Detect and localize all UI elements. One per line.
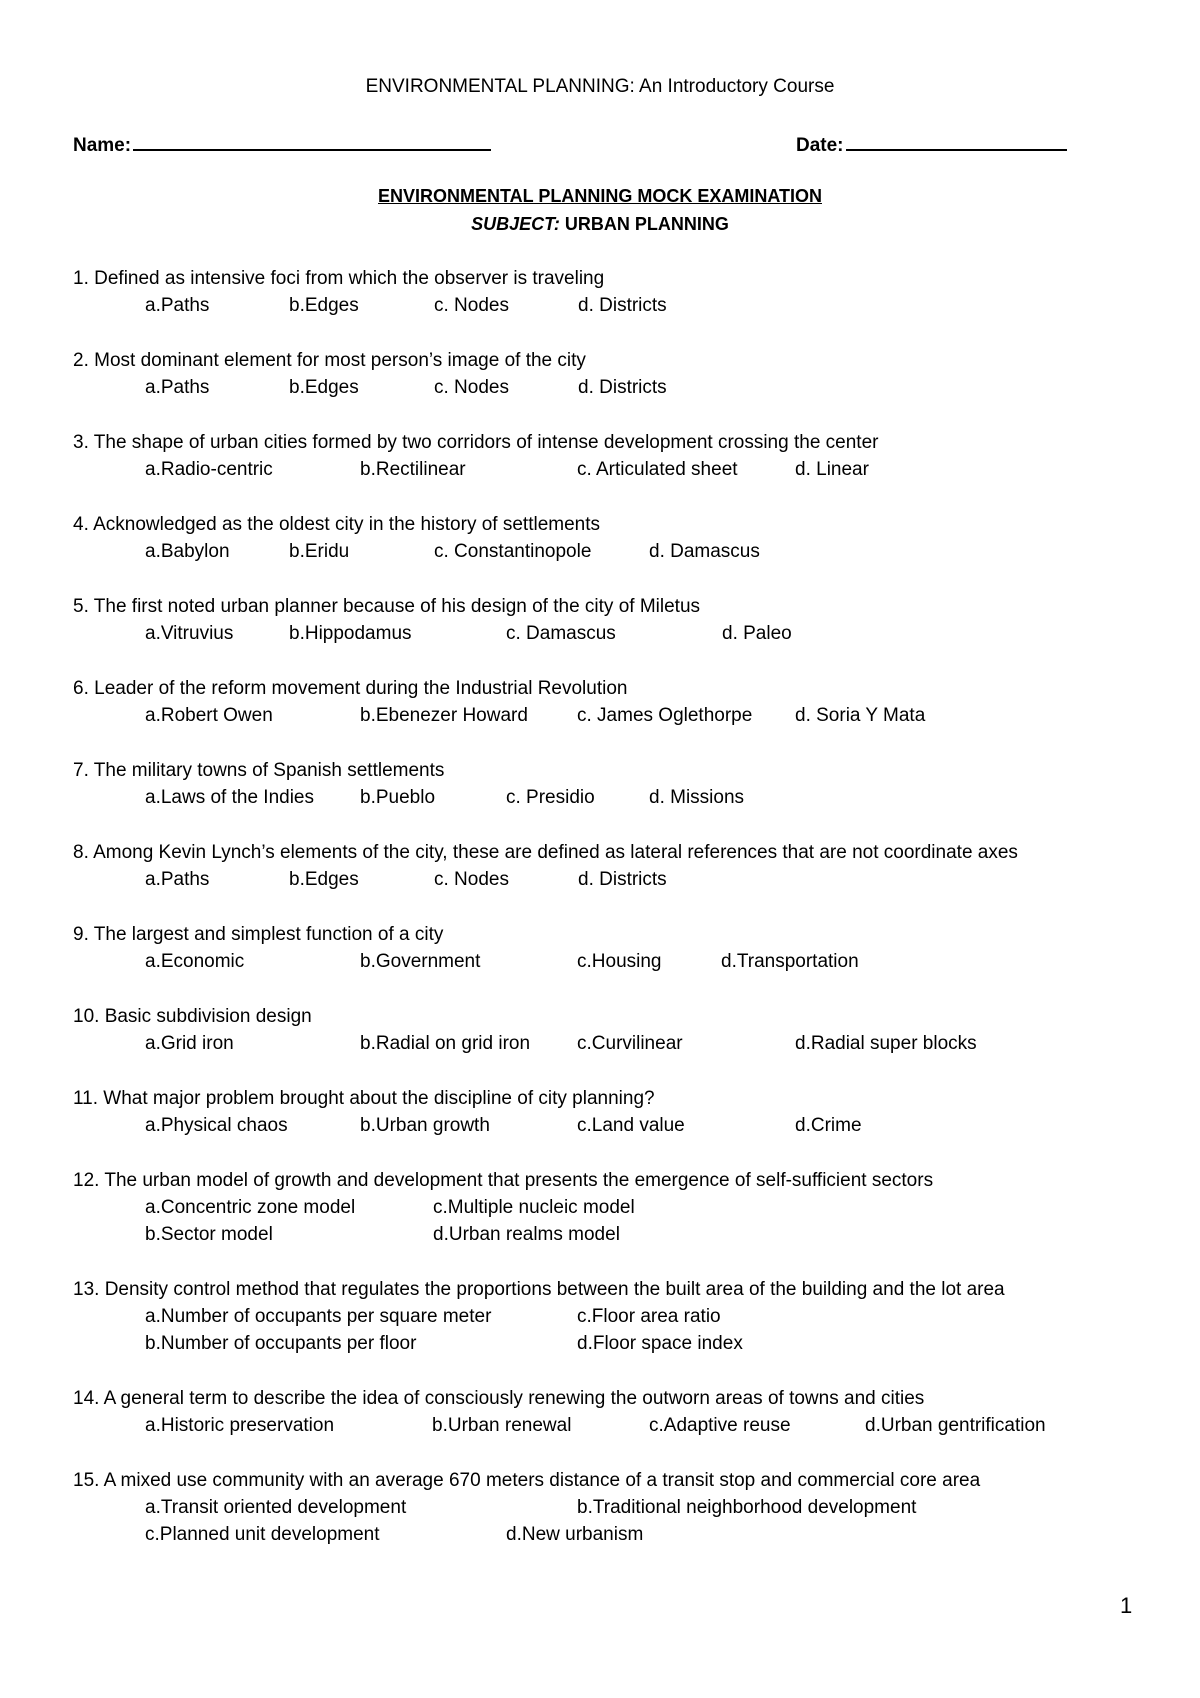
choice-c: c.Curvilinear [577, 1033, 683, 1054]
choice-c: c.Housing [577, 951, 662, 972]
choice-a: a.Historic preservation [145, 1415, 335, 1436]
name-blank-line[interactable] [133, 131, 491, 151]
choice-d: d.Floor space index [577, 1333, 743, 1354]
question-stem: 7. The military towns of Spanish settlements [73, 760, 445, 781]
choice-c: c.Multiple nucleic model [433, 1197, 635, 1218]
question-3 [73, 429, 1133, 483]
choice-d: d. Soria Y Mata [795, 705, 926, 726]
choices-row [73, 1412, 1133, 1439]
choice-a: a.Robert Owen [145, 705, 273, 726]
choice-c: c. Nodes [434, 869, 509, 890]
date-label: Date: [796, 135, 844, 156]
choice-b: b.Edges [289, 295, 359, 316]
choice-c: c.Floor area ratio [577, 1306, 721, 1327]
choice-c: c. Damascus [506, 623, 616, 644]
choice-c: c. Articulated sheet [577, 459, 738, 480]
choice-c: c. Constantinopole [434, 541, 592, 562]
page-number: 1 [1120, 1593, 1133, 1618]
question-1 [73, 265, 1133, 319]
question-stem: 9. The largest and simplest function of a city [73, 924, 444, 945]
choice-a: a.Number of occupants per square meter [145, 1306, 492, 1327]
question-12 [73, 1167, 1133, 1248]
choice-c: c.Adaptive reuse [649, 1415, 791, 1436]
question-stem: 1. Defined as intensive foci from which the observer is traveling [73, 268, 605, 289]
choice-b: b.Urban growth [360, 1115, 490, 1136]
choice-b: b.Ebenezer Howard [360, 705, 528, 726]
name-field[interactable] [73, 131, 491, 157]
choice-d: d. Districts [578, 377, 667, 398]
question-stem: 12. The urban model of growth and development that presents the emergence of self-sufficient sectors [73, 1170, 934, 1191]
choices-row [73, 784, 1133, 811]
name-label: Name: [73, 135, 132, 156]
choice-c: c.Land value [577, 1115, 685, 1136]
choice-b: b.Edges [289, 377, 359, 398]
question-14 [73, 1385, 1133, 1439]
choices-row [73, 374, 1133, 401]
choice-d: d.New urbanism [506, 1524, 644, 1545]
choice-a: a.Grid iron [145, 1033, 234, 1054]
choice-d: d. Districts [578, 869, 667, 890]
choice-d: d. Missions [649, 787, 745, 808]
exam-title: ENVIRONMENTAL PLANNING MOCK EXAMINATION [378, 186, 822, 206]
question-15 [73, 1467, 1133, 1548]
question-2 [73, 347, 1133, 401]
choice-d: d.Radial super blocks [795, 1033, 977, 1054]
question-stem: 10. Basic subdivision design [73, 1006, 312, 1027]
question-stem: 5. The first noted urban planner because of his design of the city of Miletus [73, 596, 701, 617]
choice-a: a.Paths [145, 869, 210, 890]
question-stem: 6. Leader of the reform movement during the Industrial Revolution [73, 678, 628, 699]
subject-line [0, 214, 1200, 235]
question-stem: 3. The shape of urban cities formed by two corridors of intense development crossing the center [73, 432, 879, 453]
choice-b: b.Rectilinear [360, 459, 466, 480]
choice-c: c. Presidio [506, 787, 595, 808]
question-10 [73, 1003, 1133, 1057]
choice-d: d.Urban realms model [433, 1224, 620, 1245]
choices-row [73, 1112, 1133, 1139]
choice-b: b.Hippodamus [289, 623, 412, 644]
course-title: ENVIRONMENTAL PLANNING: An Introductory Course [365, 76, 835, 97]
choices-row [73, 1221, 1133, 1248]
choices-row [73, 456, 1133, 483]
subject-value: URBAN PLANNING [559, 214, 729, 234]
choice-d: d. Paleo [722, 623, 792, 644]
choices-row [73, 866, 1133, 893]
choice-a: a.Paths [145, 295, 210, 316]
choice-b: b.Number of occupants per floor [145, 1333, 417, 1354]
question-stem: 13. Density control method that regulates the proportions between the built area of the building and the lot area [73, 1279, 1005, 1300]
choice-b: b.Sector model [145, 1224, 273, 1245]
choices-row [73, 1521, 1133, 1548]
question-5 [73, 593, 1133, 647]
choices-row [73, 292, 1133, 319]
choice-b: b.Pueblo [360, 787, 436, 808]
choices-row [73, 948, 1133, 975]
choice-d: d.Urban gentrification [865, 1415, 1046, 1436]
choices-row [73, 1030, 1133, 1057]
choice-a: a.Physical chaos [145, 1115, 288, 1136]
choice-d: d.Transportation [721, 951, 859, 972]
question-stem: 8. Among Kevin Lynch’s elements of the city, these are defined as lateral references that are not coordinate axes [73, 842, 1018, 863]
choice-a: a.Vitruvius [145, 623, 234, 644]
choices-row [73, 1494, 1133, 1521]
question-stem: 11. What major problem brought about the discipline of city planning? [73, 1088, 655, 1109]
choice-b: b.Urban renewal [432, 1415, 572, 1436]
choice-a: a.Paths [145, 377, 210, 398]
choice-d: d.Crime [795, 1115, 862, 1136]
choices-row [73, 702, 1133, 729]
choice-b: b.Edges [289, 869, 359, 890]
question-8 [73, 839, 1133, 893]
choice-b: b.Traditional neighborhood development [577, 1497, 917, 1518]
choice-a: a.Concentric zone model [145, 1197, 356, 1218]
choices-row [73, 1194, 1133, 1221]
choice-a: a.Laws of the Indies [145, 787, 314, 808]
choices-row [73, 1303, 1133, 1330]
choice-a: a.Radio-centric [145, 459, 273, 480]
choice-d: d. Linear [795, 459, 869, 480]
choice-d: d. Damascus [649, 541, 760, 562]
choice-a: a.Transit oriented development [145, 1497, 407, 1518]
choice-b: b.Radial on grid iron [360, 1033, 531, 1054]
choices-row [73, 1330, 1133, 1357]
choices-row [73, 538, 1133, 565]
choice-d: d. Districts [578, 295, 667, 316]
question-9 [73, 921, 1133, 975]
question-13 [73, 1276, 1133, 1357]
question-stem: 4. Acknowledged as the oldest city in the history of settlements [73, 514, 601, 535]
question-stem: 14. A general term to describe the idea of consciously renewing the outworn areas of towns and cities [73, 1388, 925, 1409]
choice-a: a.Babylon [145, 541, 230, 562]
subject-label: SUBJECT: [471, 214, 560, 234]
question-4 [73, 511, 1133, 565]
header-fields [73, 131, 1073, 161]
choice-b: b.Eridu [289, 541, 350, 562]
choice-c: c. James Oglethorpe [577, 705, 753, 726]
choices-row [73, 620, 1133, 647]
question-6 [73, 675, 1133, 729]
question-stem: 2. Most dominant element for most person’s image of the city [73, 350, 586, 371]
date-blank-line[interactable] [846, 131, 1067, 151]
choice-c: c. Nodes [434, 295, 509, 316]
date-field[interactable] [796, 131, 1067, 157]
choice-a: a.Economic [145, 951, 245, 972]
question-7 [73, 757, 1133, 811]
choice-c: c. Nodes [434, 377, 509, 398]
question-stem: 15. A mixed use community with an average 670 meters distance of a transit stop and commercial core area [73, 1470, 981, 1491]
question-11 [73, 1085, 1133, 1139]
choice-b: b.Government [360, 951, 481, 972]
choice-c: c.Planned unit development [145, 1524, 380, 1545]
